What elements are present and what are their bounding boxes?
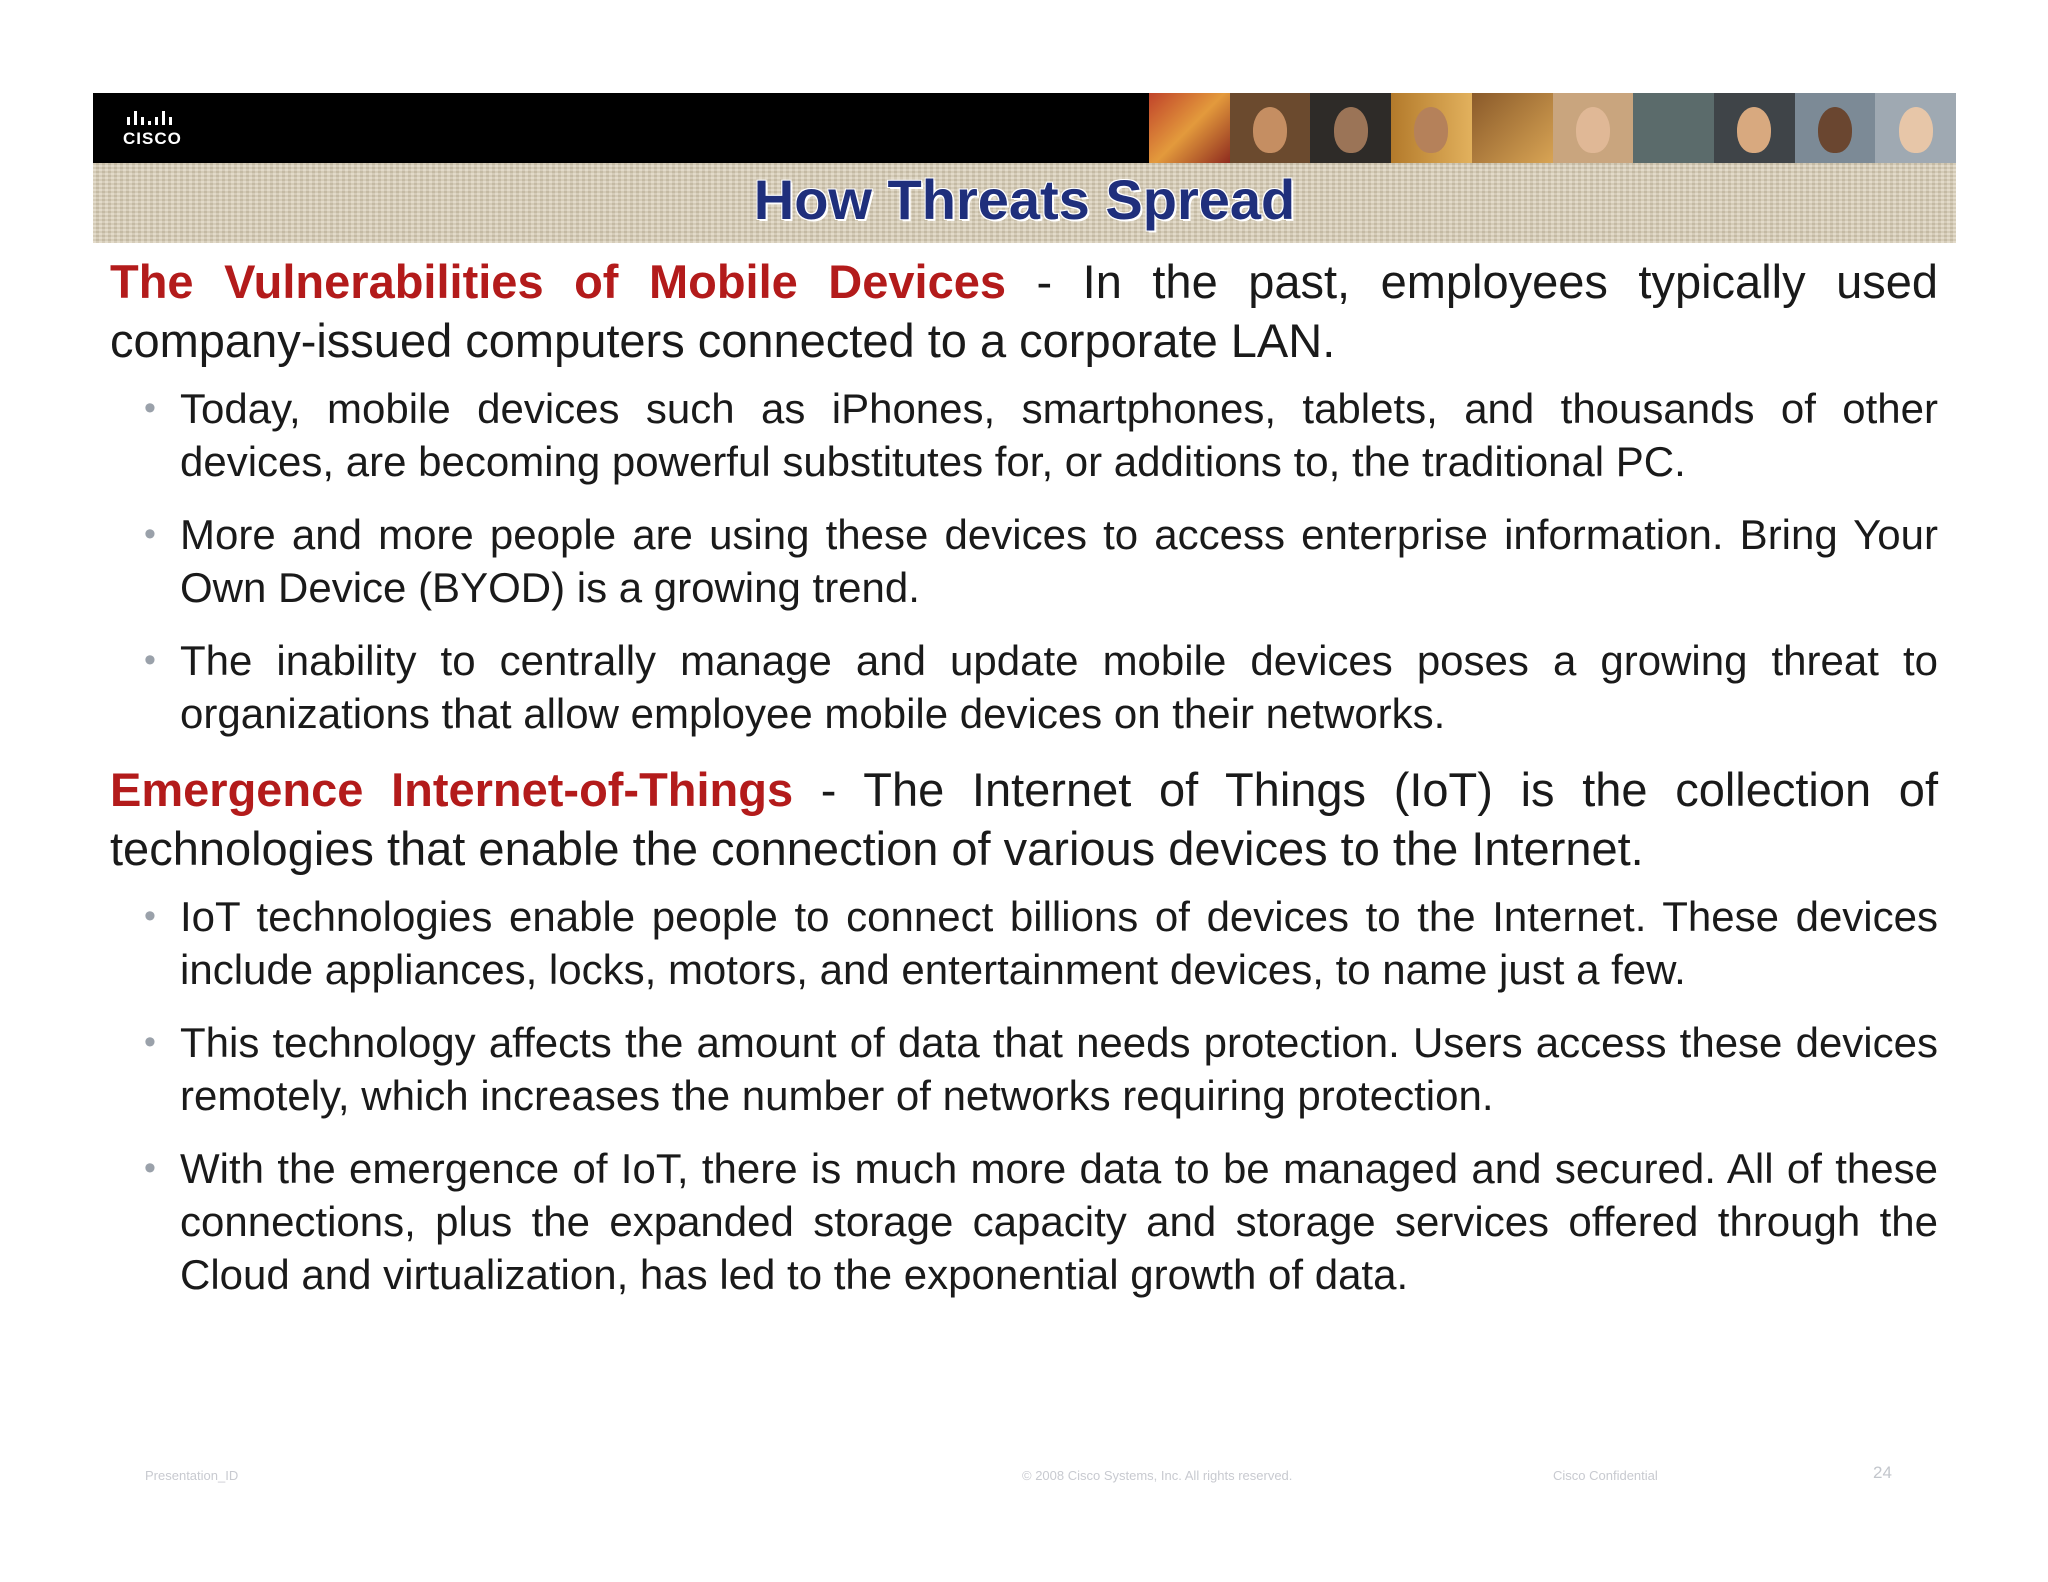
footer-copyright: © 2008 Cisco Systems, Inc. All rights reserved.	[1022, 1468, 1293, 1483]
photo-tile	[1553, 93, 1634, 163]
header-bar	[93, 93, 1956, 163]
bullet-dot-icon: •	[144, 641, 156, 679]
section-heading: Emergence Internet-of-Things	[110, 763, 794, 816]
bullet-item	[144, 890, 1938, 996]
bullet-text: With the emergence of IoT, there is much more data to be managed and secured. All of these connections, plus the expanded storage capacity and storage services offered through the Cloud and virtualization, has led to the exponential growth of data.	[180, 1145, 1938, 1298]
section-intro	[110, 760, 1938, 878]
bullet-dot-icon: •	[144, 1149, 156, 1187]
bullet-item	[144, 508, 1938, 614]
bullet-item	[144, 382, 1938, 488]
bullet-item	[144, 1016, 1938, 1122]
bullet-list	[110, 382, 1938, 740]
section-heading: The Vulnerabilities of Mobile Devices	[110, 255, 1006, 308]
section-intro	[110, 252, 1938, 370]
header-photo-strip	[1149, 93, 1956, 163]
cisco-logo	[123, 105, 203, 153]
bullet-dot-icon: •	[144, 515, 156, 553]
photo-tile	[1310, 93, 1391, 163]
bullet-item	[144, 634, 1938, 740]
slide-title: How Threats Spread	[753, 168, 1296, 231]
photo-tile	[1875, 93, 1956, 163]
bullet-item	[144, 1142, 1938, 1301]
page-number: 24	[1873, 1463, 1892, 1482]
photo-tile	[1230, 93, 1311, 163]
cisco-wordmark: CISCO	[123, 129, 182, 148]
photo-tile	[1633, 93, 1714, 163]
photo-tile	[1472, 93, 1553, 163]
footer-confidential: Cisco Confidential	[1553, 1468, 1658, 1483]
bullet-dot-icon: •	[144, 897, 156, 935]
footer-presentation-id: Presentation_ID	[145, 1468, 239, 1483]
bullet-text: This technology affects the amount of data that needs protection. Users access these devices remotely, which increases the number of networks requiring protection.	[180, 1019, 1938, 1119]
bullet-list	[110, 890, 1938, 1301]
section-intro-text: - In the past, employees typically used company-issued computers connected to a corporate LAN.	[110, 255, 1938, 367]
bullet-text: IoT technologies enable people to connect billions of devices to the Internet. These devices include appliances, locks, motors, and entertainment devices, to name just a few.	[180, 893, 1938, 993]
slide-body	[110, 252, 1938, 1321]
photo-tile	[1714, 93, 1795, 163]
bullet-dot-icon: •	[144, 1023, 156, 1061]
bullet-text: The inability to centrally manage and update mobile devices poses a growing threat to organizations that allow employee mobile devices on their networks.	[180, 637, 1938, 737]
bullet-text: Today, mobile devices such as iPhones, smartphones, tablets, and thousands of other devices, are becoming powerful substitutes for, or additions to, the traditional PC.	[180, 385, 1938, 485]
photo-tile	[1149, 93, 1230, 163]
photo-tile	[1391, 93, 1472, 163]
bullet-text: More and more people are using these devices to access enterprise information. Bring Your Own Device (BYOD) is a growing trend.	[180, 511, 1938, 611]
section-intro-text: - The Internet of Things (IoT) is the collection of technologies that enable the connection of various devices to the Internet.	[110, 763, 1939, 875]
bullet-dot-icon: •	[144, 389, 156, 427]
cisco-bars-icon	[123, 105, 203, 125]
photo-tile	[1795, 93, 1876, 163]
title-band	[93, 163, 1956, 243]
